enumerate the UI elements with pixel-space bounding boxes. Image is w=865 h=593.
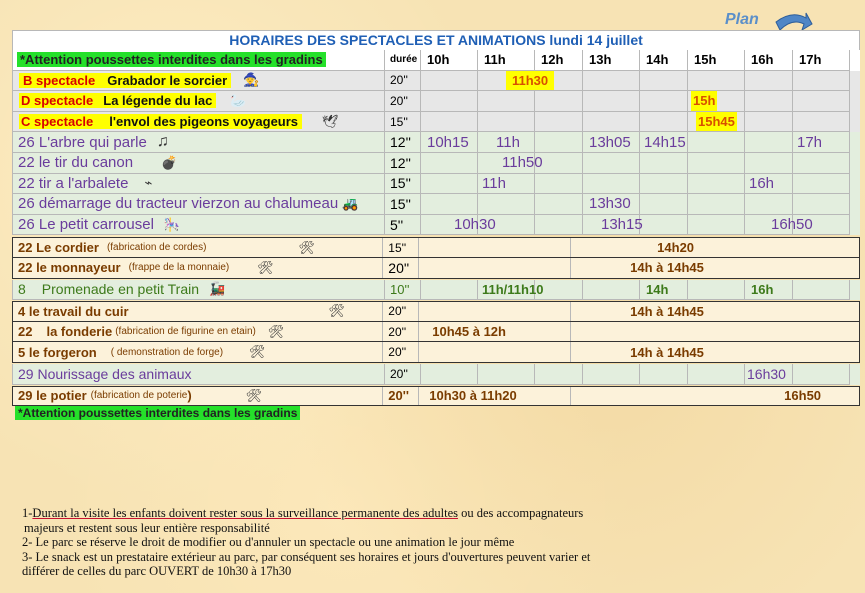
- table-row: [12, 215, 860, 236]
- worker-icon: 🛠: [298, 239, 315, 255]
- show-time: 16h50: [784, 388, 822, 404]
- table-row: [12, 322, 860, 343]
- table-row: [12, 258, 860, 279]
- table-row: [12, 174, 860, 195]
- workshop-name: 29 le potier: [18, 388, 87, 404]
- table-row: [12, 280, 860, 301]
- hour-header: 16h: [745, 50, 793, 71]
- show-time: 11h/11h10: [482, 281, 544, 297]
- table-row: [12, 153, 860, 174]
- swan-icon: 🦢: [230, 92, 247, 108]
- note-1-cont: majeurs et restent sous leur entière responsabilité: [24, 520, 270, 535]
- show-time: 13h30: [589, 195, 631, 213]
- worker-icon: 🛠: [328, 303, 346, 319]
- animation-name: 29 Nourissage des animaux: [18, 365, 192, 382]
- table-row: [12, 112, 860, 133]
- table-row: [12, 301, 860, 322]
- animation-name: 26 L'arbre qui parle: [18, 133, 147, 151]
- animation-name: 22 le tir du canon: [18, 154, 134, 172]
- hour-header: 15h: [688, 50, 745, 71]
- duration: 15'': [385, 174, 421, 195]
- duration: 20'': [383, 342, 419, 362]
- hour-header: 12h: [535, 50, 583, 71]
- workshop-desc: (fabrication de poterie: [90, 390, 188, 402]
- note-1: 1-Durant la visite les enfants doivent rester sous la surveillance permanente des adultes ou des accompagnateurs: [22, 506, 584, 520]
- show-time: 16h: [751, 281, 774, 297]
- show-code: B spectacle: [19, 73, 99, 88]
- show-time: 15h45: [696, 112, 737, 132]
- workshop-name: la fonderie: [46, 324, 113, 340]
- note-2: 2- Le parc se réserve le droit de modifier ou d'annuler un spectacle ou une animation le jour même: [22, 535, 515, 549]
- show-time: 16h: [749, 174, 775, 192]
- stroller-notice-footer: *Attention poussettes interdites dans les gradins: [15, 404, 300, 422]
- table-row: [12, 386, 860, 407]
- table-row: [12, 71, 860, 92]
- show-time: 16h30: [747, 365, 786, 382]
- show-time: 13h15: [601, 216, 643, 234]
- animation-name: 26 Le petit carrousel: [18, 216, 154, 234]
- show-time: 11h50: [502, 154, 543, 172]
- hour-header: 10h: [421, 50, 478, 71]
- show-time: 14h15: [644, 133, 686, 151]
- note-3-cont: différer de celles du parc OUVERT de 10h30 à 17h30: [22, 564, 292, 578]
- show-title: La légende du lac: [97, 93, 216, 108]
- schedule-table: [12, 30, 860, 406]
- header-row: [12, 50, 860, 71]
- show-time: 17h: [797, 133, 823, 151]
- workshop-name: 4 le travail du cuir: [18, 303, 129, 319]
- show-time: 14h à 14h45: [630, 260, 704, 276]
- animation-code: 8: [18, 281, 26, 298]
- workshop-name: 22 le monnayeur: [18, 260, 121, 276]
- duration-header: durée: [385, 50, 421, 71]
- table-row: [12, 132, 860, 153]
- hour-header: 13h: [583, 50, 640, 71]
- workshop-desc: (fabrication de figurine en etain): [115, 326, 256, 338]
- show-time: 11h: [496, 133, 520, 151]
- hour-header: 14h: [640, 50, 688, 71]
- duration: 15'': [383, 238, 419, 257]
- worker-icon: 🛠: [257, 259, 274, 275]
- workshop-name: 22 Le cordier: [18, 240, 99, 256]
- show-time: 14h20: [657, 240, 695, 256]
- duration: 12'': [385, 153, 421, 174]
- show-time: 10h15: [427, 133, 469, 151]
- workshop-desc: (fabrication de cordes): [106, 242, 207, 254]
- show-time: 10h30: [454, 216, 496, 234]
- duration: 20'': [383, 302, 419, 321]
- duration: 20'': [385, 364, 421, 385]
- workshop-desc-close: ): [187, 388, 192, 404]
- hour-header: 11h: [478, 50, 535, 71]
- show-time: 16h50: [771, 216, 813, 234]
- show-code: D spectacle: [19, 93, 97, 108]
- show-time: 14h: [646, 281, 669, 297]
- plan-link[interactable]: Plan: [725, 11, 759, 28]
- crossbow-icon: ⌁: [144, 175, 153, 191]
- animation-name: 22 tir a l'arbalete: [18, 174, 129, 192]
- table-row: [12, 237, 860, 258]
- worker-icon: 🛠: [249, 344, 266, 360]
- table-row: [12, 364, 860, 385]
- table-row: [12, 194, 860, 215]
- schedule-title: HORAIRES DES SPECTACLES ET ANIMATIONS lundi 14 juillet: [12, 30, 860, 50]
- witch-icon: 🧙: [243, 72, 260, 88]
- music-notes-icon: ♫: [156, 133, 169, 151]
- duration: 20'': [385, 71, 421, 92]
- duration: 10'': [385, 280, 421, 301]
- show-title: l'envol des pigeons voyageurs: [103, 114, 302, 129]
- duration: 20'': [383, 322, 419, 342]
- duration: 5'': [385, 215, 421, 236]
- show-time: 15h: [691, 91, 717, 111]
- note-3: 3- Le snack est un prestataire extérieur au parc, par conséquent ses horaires et jours d'ouvertures peuvent varier et: [22, 549, 591, 564]
- show-title: Grabador le sorcier: [99, 73, 231, 88]
- workshop-name: 5 le forgeron: [18, 344, 97, 360]
- show-code: C spectacle: [19, 114, 103, 129]
- duration: 20'': [383, 258, 419, 278]
- workshop-desc: ( demonstration de forge): [110, 346, 224, 358]
- pigeon-icon: 🕊: [322, 113, 339, 129]
- table-row: [12, 342, 860, 363]
- show-time: 13h05: [589, 133, 631, 151]
- animation-name: Promenade en petit Train: [41, 281, 200, 298]
- hour-header: 17h: [793, 50, 850, 71]
- workshop-code: 22: [18, 324, 33, 340]
- duration: 20'': [383, 387, 419, 406]
- animation-name: 26 démarrage du tracteur vierzon au chalumeau: [18, 195, 339, 213]
- stroller-notice: *Attention poussettes interdites dans les gradins: [17, 52, 326, 67]
- show-time: 14h à 14h45: [630, 303, 704, 319]
- show-time: 11h: [482, 174, 506, 192]
- worker-icon: 🛠: [245, 387, 263, 403]
- carousel-icon: 🎠: [163, 216, 181, 232]
- workshop-desc: (frappe de la monnaie): [128, 262, 230, 274]
- show-time: 14h à 14h45: [630, 344, 704, 360]
- worker-icon: 🛠: [267, 323, 285, 339]
- tractor-icon: 🚜: [342, 195, 359, 211]
- show-time: 11h30: [506, 71, 554, 91]
- park-notes: [22, 506, 782, 579]
- duration: 20'': [385, 91, 421, 112]
- train-icon: 🚂: [209, 281, 226, 297]
- duration: 12'': [385, 132, 421, 153]
- duration: 15'': [385, 112, 421, 133]
- cannon-icon: 💣: [161, 154, 178, 170]
- table-row: [12, 91, 860, 112]
- show-time: 10h30 à 11h20: [429, 388, 517, 404]
- duration: 15'': [385, 194, 421, 215]
- show-time: 10h45 à 12h: [432, 324, 506, 340]
